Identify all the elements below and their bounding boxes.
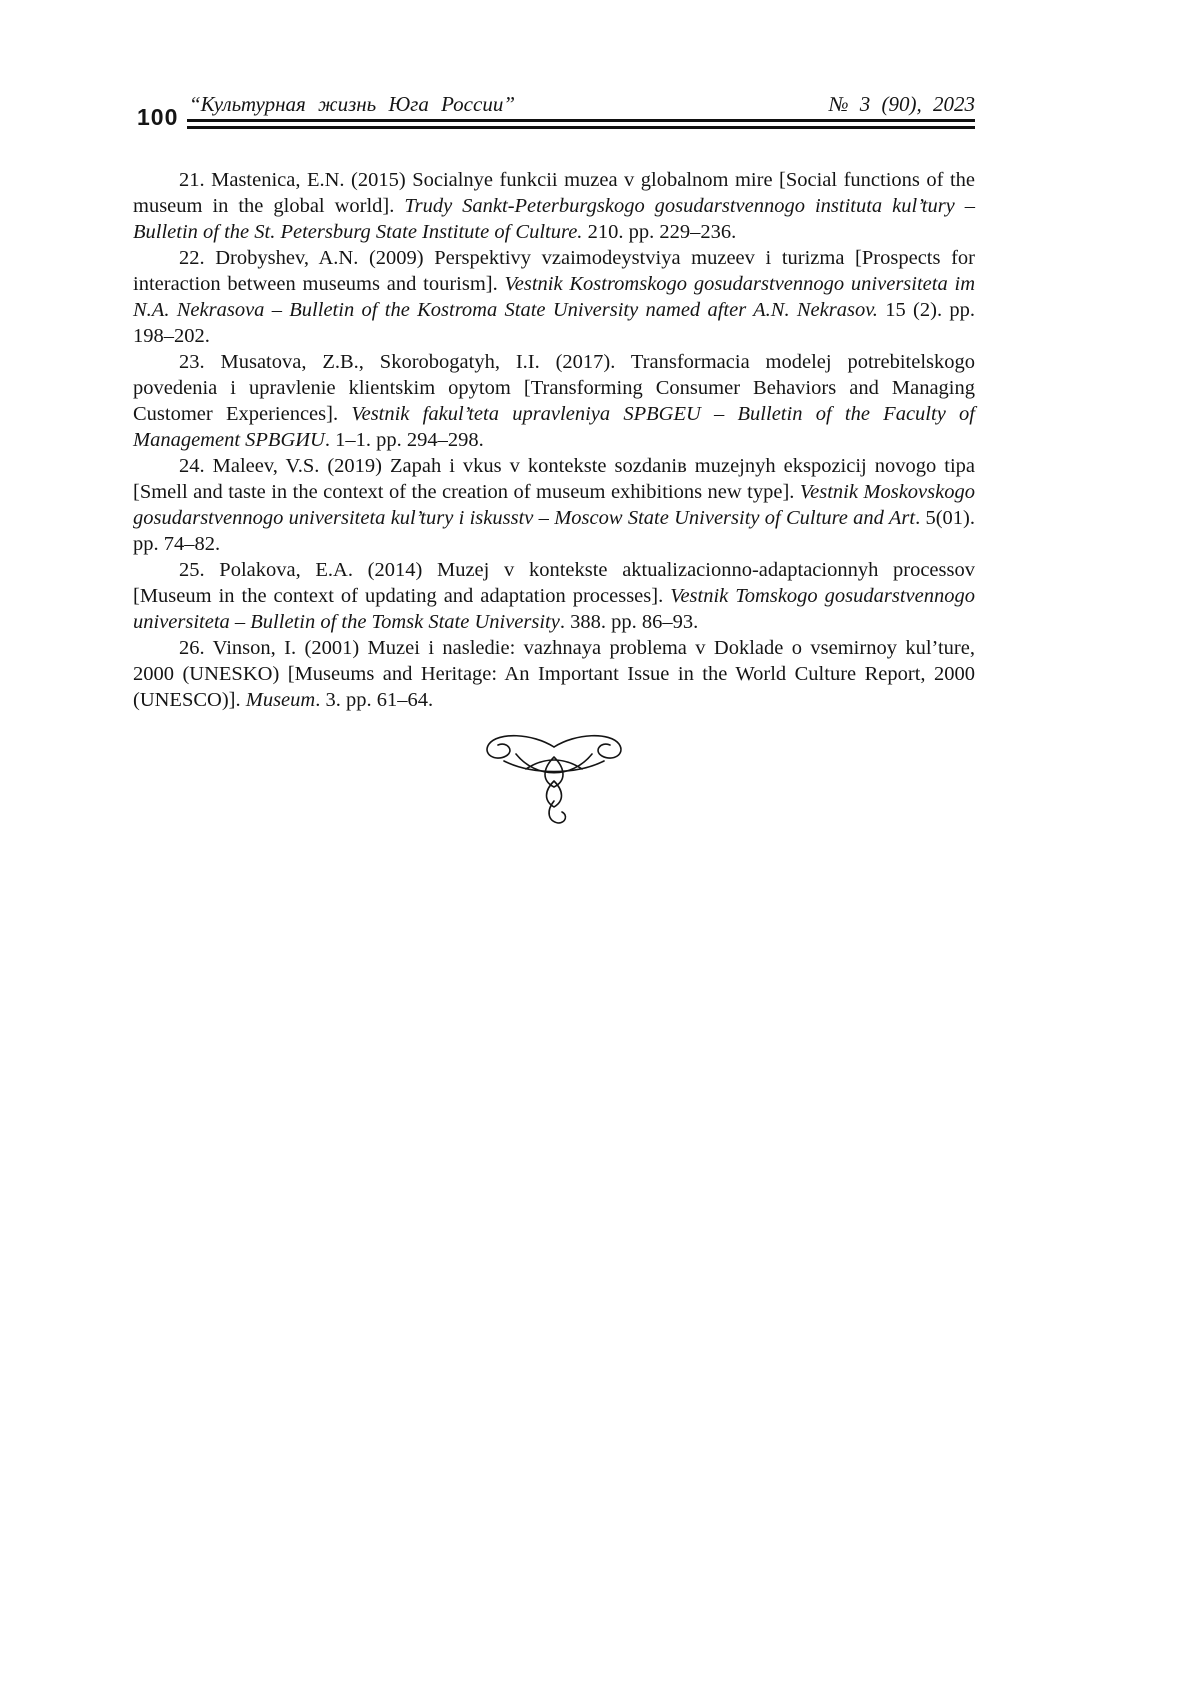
journal-title: “Культурная жизнь Юга России” (189, 92, 515, 116)
reference-source-italic: Vestnik Tomskogo gosudarstvennogo universiteta – Bulletin of the Tomsk State University (133, 585, 975, 633)
reference-source-italic: Vestnik Moskovskogo gosudarstvennogo universiteta kul’tury i iskusstv – Moscow State University of Culture and Art (133, 481, 975, 529)
reference-source-italic: Vestnik fakul’teta upravleniya SPBGEU – Bulletin of the Faculty of Management SPBGИU (133, 403, 975, 451)
reference-item (133, 453, 975, 557)
reference-text: 23. Musatova, Z.B., Skorobogatyh, I.I. (2017). Transformacia modelej potrebitelskogo povedenia i upravlenie klientskim opytom [Transforming Consumer Behaviors and Managing Customer Experiences]. (133, 351, 975, 425)
calligraphic-flourish-icon (474, 729, 634, 829)
reference-text: . 3. pp. 61–64. (315, 689, 434, 711)
reference-text: . 388. pp. 86–93. (559, 611, 699, 633)
reference-item (133, 557, 975, 635)
references-list (133, 167, 975, 836)
issue-info: № 3 (90), 2023 (828, 92, 975, 116)
header-double-rule (187, 119, 975, 129)
reference-text: 21. Mastenica, E.N. (2015) Socialnye funkcii muzea v globalnom mire [Social functions of the museum in the global world]. (133, 169, 975, 217)
reference-item (133, 635, 975, 713)
reference-text: . 1–1. pp. 294–298. (324, 429, 484, 451)
reference-item (133, 349, 975, 453)
page-header (133, 92, 975, 129)
ornament-container (133, 729, 975, 836)
reference-text: . 5(01). pp. 74–82. (133, 507, 976, 555)
header-text-row (133, 92, 975, 116)
reference-text: 22. Drobyshev, A.N. (2009) Perspektivy vzaimodeystviya muzeev i turizma [Prospects for interaction between museums and tourism]. (133, 247, 975, 295)
page-content (0, 0, 1200, 836)
reference-text: 15 (2). pp. 198–202. (133, 299, 975, 347)
reference-source-italic: Museum (245, 689, 316, 711)
reference-source-italic: Trudy Sankt-Peterburgskogo gosudarstvennogo instituta kul’tury – Bulletin of the St. Petersburg State Institute of Culture. (133, 195, 975, 243)
reference-item (133, 245, 975, 349)
reference-item (133, 167, 975, 245)
reference-text: 24. Maleev, V.S. (2019) Zapah i vkus v kontekste sozdaniв muzejnyh ekspozicij novogo tipa [Smell and taste in the context of the creation of museum exhibitions new type]. (133, 455, 975, 503)
reference-source-italic: Vestnik Kostromskogo gosudarstvennogo universiteta im N.A. Nekrasova – Bulletin of the Kostroma State University named after A.N. Nekrasov. (133, 273, 975, 321)
page-number: 100 (137, 103, 179, 130)
reference-text: 210. pp. 229–236. (582, 221, 737, 243)
reference-text: 25. Polakova, E.A. (2014) Muzej v kontekste aktualizacionno-adaptacionnyh processov [Museum in the context of updating and adaptation processes]. (133, 559, 975, 607)
reference-text: 26. Vinson, I. (2001) Muzei i nasledie: vazhnaya problema v Doklade o vsemirnoy kul’ture, 2000 (UNESKO) [Museums and Heritage: An Important Issue in the World Culture Report, 2000 (UNESCO)]. (133, 637, 975, 711)
